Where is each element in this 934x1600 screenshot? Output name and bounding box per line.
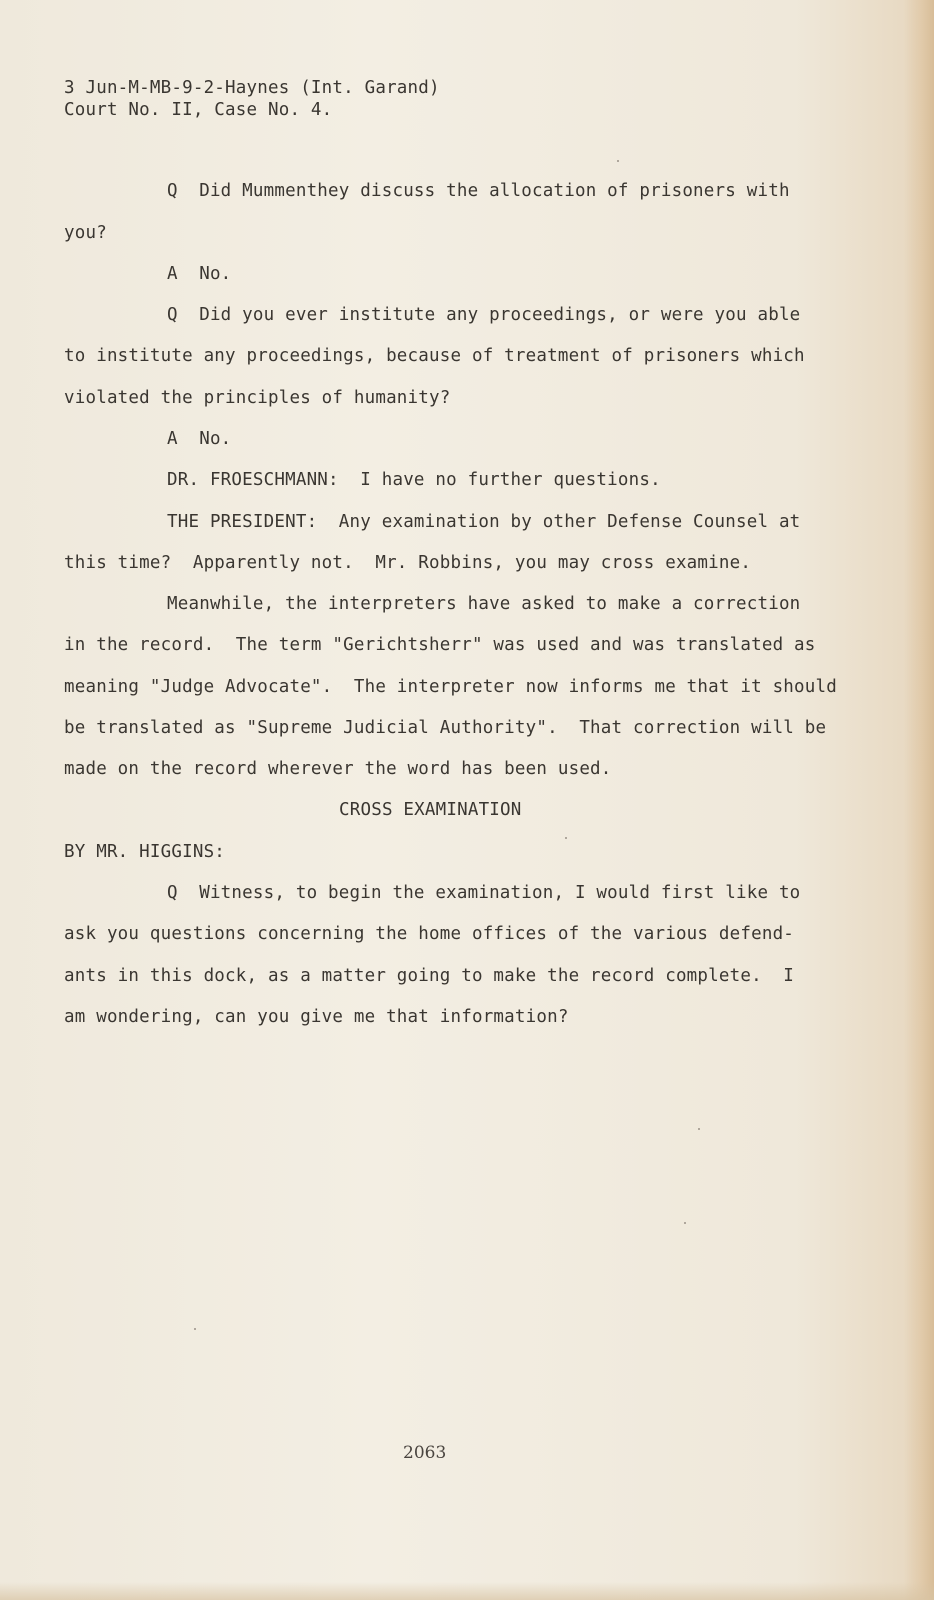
transcript-line: be translated as "Supreme Judicial Authority". That correction will be: [64, 718, 827, 738]
transcript-line: violated the principles of humanity?: [64, 388, 451, 408]
transcript-line: Q Witness, to begin the examination, I would first like to: [167, 883, 801, 903]
transcript-line: to institute any proceedings, because of treatment of prisoners which: [64, 346, 805, 366]
paper-speck: [684, 1222, 686, 1224]
page-edge-right: [904, 0, 934, 1600]
paper-speck: [617, 160, 619, 162]
transcript-line: in the record. The term "Gerichtsherr" was used and was translated as: [64, 635, 816, 655]
transcript-line: DR. FROESCHMANN: I have no further questions.: [167, 470, 661, 490]
header-case-line: 3 Jun-M-MB-9-2-Haynes (Int. Garand): [64, 78, 440, 98]
transcript-line: Meanwhile, the interpreters have asked to make a correction: [167, 594, 801, 614]
transcript-line: this time? Apparently not. Mr. Robbins, you may cross examine.: [64, 553, 752, 573]
transcript-line: Q Did you ever institute any proceedings, or were you able: [167, 305, 801, 325]
paper-speck: [698, 1128, 700, 1130]
transcript-line: Q Did Mummenthey discuss the allocation of prisoners with: [167, 181, 790, 201]
transcript-line: meaning "Judge Advocate". The interpreter now informs me that it should: [64, 677, 837, 697]
transcript-line: A No.: [167, 264, 232, 284]
transcript-line: ask you questions concerning the home offices of the various defend-: [64, 924, 795, 944]
page-number: 2063: [403, 1443, 447, 1463]
transcript-line: am wondering, can you give me that information?: [64, 1007, 569, 1027]
header-court-line: Court No. II, Case No. 4.: [64, 100, 333, 120]
transcript-line: made on the record wherever the word has been used.: [64, 759, 612, 779]
page-edge-bottom: [0, 1582, 934, 1600]
paper-speck: [565, 837, 567, 839]
transcript-line: A No.: [167, 429, 232, 449]
paper-speck: [194, 1328, 196, 1330]
section-heading: CROSS EXAMINATION: [339, 800, 522, 820]
examiner-line: BY MR. HIGGINS:: [64, 842, 226, 862]
transcript-line: THE PRESIDENT: Any examination by other Defense Counsel at: [167, 512, 801, 532]
transcript-line: ants in this dock, as a matter going to make the record complete. I: [64, 966, 795, 986]
transcript-line: you?: [64, 223, 107, 243]
